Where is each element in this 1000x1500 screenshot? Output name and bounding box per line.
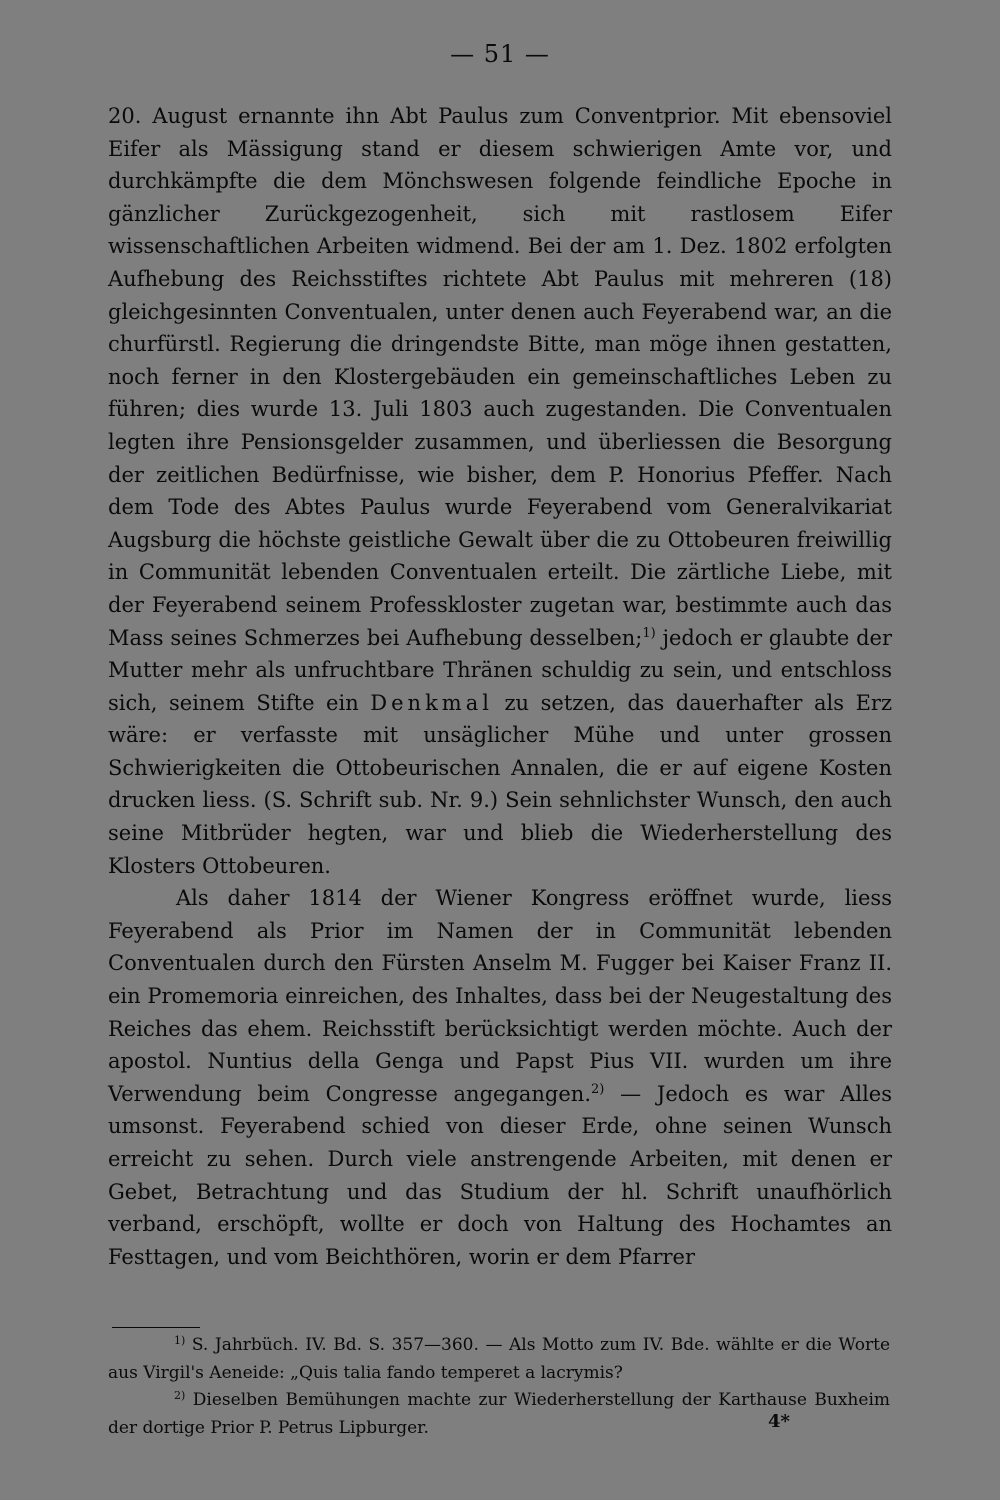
footnote-1-marker: 1) [174,1334,186,1347]
paragraph-2-text-a: Als daher 1814 der Wiener Kongress eröffnet wurde, liess Feyerabend als Prior im Namen der in Communität lebenden Conventualen durch den Fürsten Anselm M. Fugger bei Kaiser Franz II. ein Promemoria einreichen, des Inhaltes, dass bei der Neugestaltung des Reiches das ehem. Reichsstift berücksichtigt werden möchte. Auch der apostol. Nuntius della Genga und Papst Pius VII. wurden um ihre Verwendung beim Congresse angegangen. [108,886,892,1106]
paragraph-1-text-a: 20. August ernannte ihn Abt Paulus zum Conventprior. Mit ebensoviel Eifer als Mässigung stand er diesem schwierigen Amte vor, und durchkämpfte die dem Mönchswesen folgende feindliche Epoche in gänzlicher Zurückgezogenheit, sich mit rastlosem Eifer wissenschaftlichen Arbeiten widmend. Bei der am 1. Dez. 1802 erfolgten Aufhebung des Reichsstiftes richtete Abt Paulus mit mehreren (18) gleichgesinnten Conventualen, unter denen auch Feyerabend war, an die churfürstl. Regierung die dringendste Bitte, man möge ihnen gestatten, noch ferner in den Klostergebäuden ein gemeinschaftliches Leben zu führen; dies wurde 13. Juli 1803 auch zugestanden. Die Conventualen legten ihre Pensionsgelder zusammen, und überliessen die Besorgung der zeitlichen Bedürfnisse, wie bisher, dem P. Honorius Pfeffer. Nach dem Tode des Abtes Paulus wurde Feyerabend vom Generalvikariat Augsburg die höchste geistliche Gewalt über die zu Ottobeuren freiwillig in Communität lebenden Conventualen erteilt. Die zärtliche Liebe, mit der Feyerabend seinem Professkloster zugetan war, bestimmte auch das Mass seines Schmerzes bei Aufhebung desselben; [108,104,892,650]
footnote-2-text: Dieselben Bemühungen machte zur Wiederherstellung der Karthause Buxheim der dortige Prior P. Petrus Lipburger. [108,1390,890,1438]
signature-mark: 4* [768,1411,790,1432]
paragraph-2-text-b: — Jedoch es war Alles umsonst. Feyerabend schied von dieser Erde, ohne seinen Wunsch erreicht zu sehen. Durch viele anstrengende Arbeiten, mit denen er Gebet, Betrachtung und das Studium der hl. Schrift unaufhörlich verband, erschöpft, wollte er doch von Haltung des Hochamtes an Festtagen, und vom Beichthören, worin er dem Pfarrer [108,1081,892,1269]
page-number: — 51 — [450,40,550,68]
footnote-ref-2: 2) [591,1081,605,1097]
footnote-ref-1: 1) [642,625,656,641]
footnote-2-marker: 2) [174,1389,186,1402]
paragraph-1-text-c: zu setzen, das dauerhafter als Erz wäre: er verfasste mit unsäglicher Mühe und unter grossen Schwierigkeiten die Ottobeurischen Annalen, die er auf eigene Kosten drucken liess. (S. Schrift sub. Nr. 9.) Sein sehnlichster Wunsch, den auch seine Mitbrüder hegten, war und blieb die Wiederherstellung des Klosters Ottobeuren. [108,690,893,878]
body-text [108,100,892,1273]
footnote-divider [112,1327,200,1328]
footnote-1 [108,1332,890,1387]
paragraph-2 [108,882,892,1273]
paragraph-1-text-b: jedoch er glaubte der Mutter mehr als unfruchtbare Thränen schuldig zu sein, und entschloss sich, seinem Stifte ein [108,625,892,715]
footnote-1-text: S. Jahrbüch. IV. Bd. S. 357—360. — Als Motto zum IV. Bde. wählte er die Worte aus Virgil's Aeneide: „Quis talia fando temperet a lacrymis? [108,1335,890,1383]
emphasized-word: Denkmal [370,690,493,715]
paragraph-1 [108,100,892,882]
